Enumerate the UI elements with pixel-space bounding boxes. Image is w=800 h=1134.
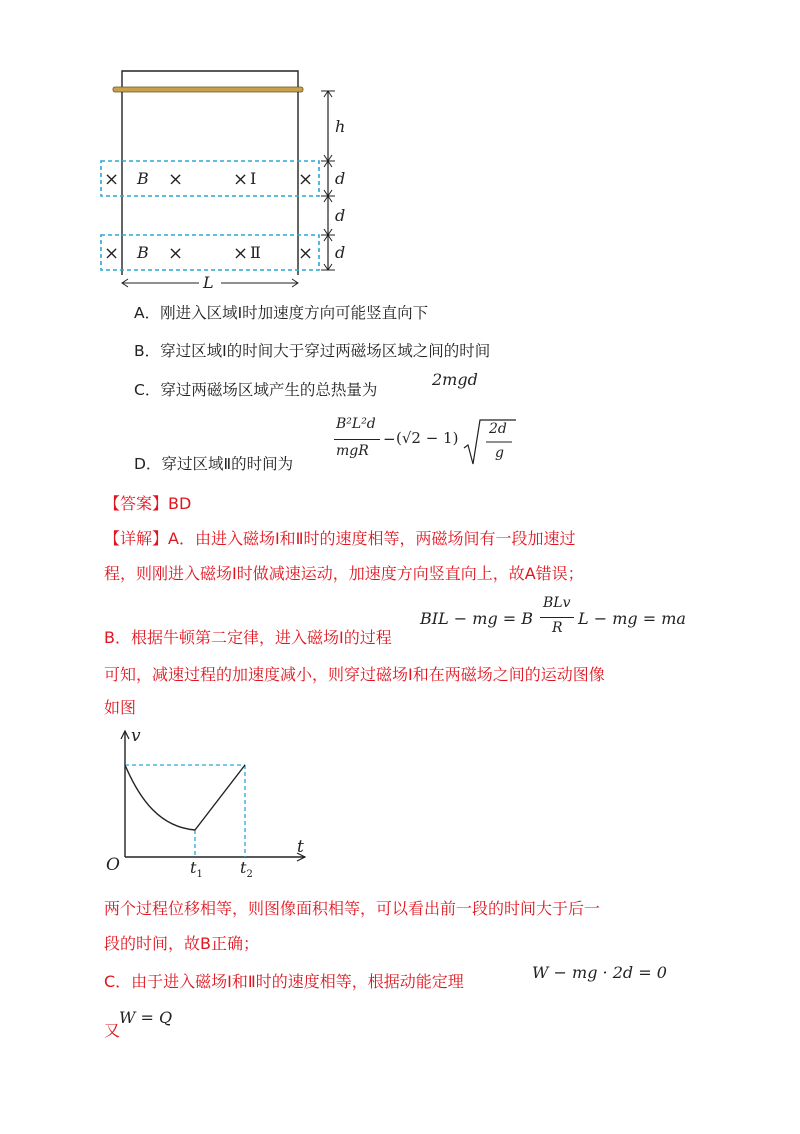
explanation-c-line1: C．由于进入磁场Ⅰ和Ⅱ时的速度相等，根据动能定理 — [104, 972, 464, 991]
option-a — [134, 302, 428, 324]
rails-magnetic-field-diagram — [95, 65, 360, 290]
answer-label: 【答案】 — [104, 494, 169, 513]
option-letter: D． — [134, 455, 162, 473]
explanation-a-line1: 【详解】A．由进入磁场Ⅰ和Ⅱ时的速度相等，两磁场间有一段加速过 — [104, 529, 576, 548]
fraction-numerator: B²L²d — [336, 416, 376, 432]
explanation-b-line3: 如图 — [104, 698, 137, 717]
length-label-L: L — [203, 273, 214, 290]
cross-mark: × — [104, 243, 120, 264]
width-label-d: d — [335, 169, 346, 188]
option-text: 穿过两磁场区域产生的总热量为 — [160, 381, 378, 399]
option-text: 刚进入区域Ⅰ时加速度方向可能竖直向下 — [160, 304, 429, 322]
cross-mark: × — [104, 169, 120, 190]
explanation-label: 【详解】 — [104, 529, 169, 548]
region-label-2: Ⅱ — [250, 243, 261, 262]
cross-mark: × — [298, 243, 314, 264]
answer-line — [104, 493, 191, 515]
v-axis-label: v — [131, 726, 141, 746]
option-d — [134, 453, 293, 475]
work-heat-equation: W = Q — [119, 1008, 173, 1027]
t-axis-label: t — [297, 837, 304, 857]
minus-sign: − — [383, 430, 396, 448]
field-region-2-box — [101, 235, 319, 270]
answer-value: BD — [168, 494, 192, 513]
region-label-1: Ⅰ — [250, 169, 257, 188]
energy-theorem-equation: W − mg · 2d = 0 — [532, 963, 667, 982]
explanation-c-line2: 又 — [104, 1021, 121, 1040]
sqrt-numerator: 2d — [489, 421, 507, 437]
option-letter: C． — [134, 381, 161, 399]
explanation-b-line1: B．根据牛顿第二定律，进入磁场Ⅰ的过程 — [104, 628, 392, 647]
width-label-d: d — [335, 243, 346, 262]
sqrt-denominator: g — [495, 445, 504, 461]
field-region-1-box — [101, 161, 319, 196]
t2-label: $t_2$ — [240, 858, 253, 880]
option-text: 穿过区域Ⅰ的时间大于穿过两磁场区域之间的时间 — [160, 342, 491, 360]
cross-mark: × — [168, 169, 184, 190]
option-c-formula: 2mgd — [432, 370, 478, 389]
paren-expression: (√2 − 1) — [396, 429, 459, 447]
explanation-a-line2: 程，则刚进入磁场Ⅰ时做减速运动，加速度方向竖直向上，故A错误； — [104, 564, 584, 583]
deceleration-curve — [125, 765, 195, 830]
option-letter: B． — [134, 342, 161, 360]
gap-label-d: d — [335, 206, 346, 225]
height-label-h: h — [335, 117, 346, 136]
newton-equation: BIL − mg = B BLv R L − mg = ma — [420, 595, 686, 636]
cross-mark: × — [233, 243, 249, 264]
cross-mark: × — [168, 243, 184, 264]
fraction-denominator: mgR — [336, 443, 369, 459]
option-c — [134, 379, 377, 401]
origin-label: O — [106, 855, 120, 875]
option-b — [134, 340, 490, 362]
velocity-time-graph — [100, 725, 315, 890]
option-text: 穿过区域Ⅱ的时间为 — [161, 455, 294, 473]
t1-label: $t_1$ — [190, 858, 203, 880]
explanation-b-line4: 两个过程位移相等，则图像面积相等，可以看出前一段的时间大于后一 — [104, 899, 601, 918]
field-label-B: B — [137, 169, 149, 188]
explanation-b-line5: 段的时间，故B正确； — [104, 934, 259, 953]
explanation-b-line2: 可知，减速过程的加速度减小，则穿过磁场Ⅰ和在两磁场之间的运动图像 — [104, 665, 605, 684]
field-label-B: B — [137, 243, 149, 262]
metal-rod — [113, 87, 303, 92]
option-d-formula — [334, 416, 520, 472]
option-letter: A． — [134, 304, 161, 322]
cross-mark: × — [233, 169, 249, 190]
cross-mark: × — [298, 169, 314, 190]
acceleration-line — [195, 765, 245, 830]
